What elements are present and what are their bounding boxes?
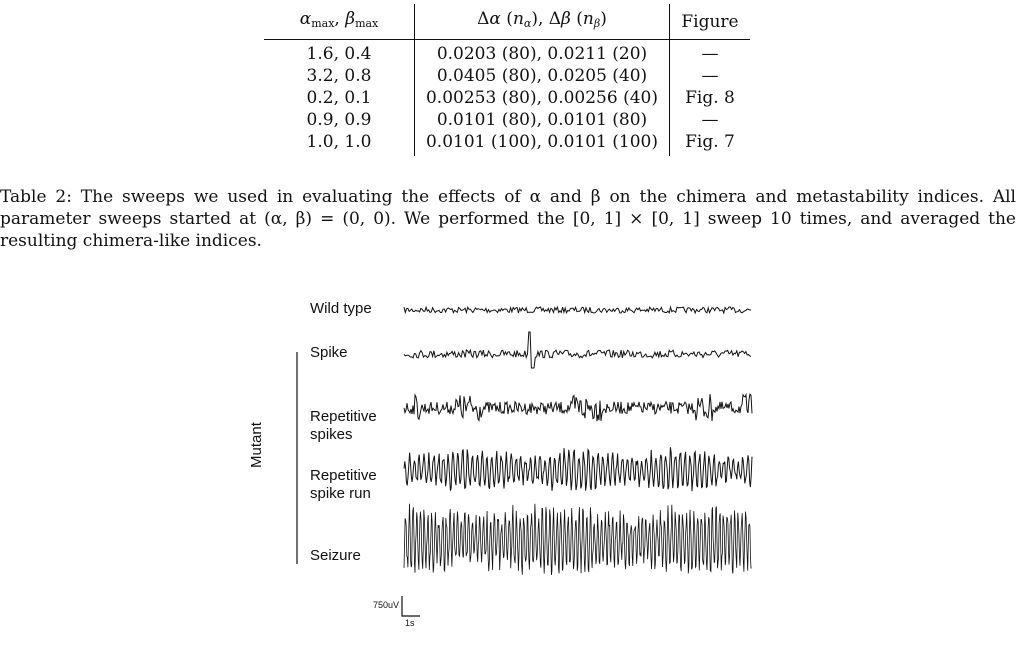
trace-label-line1: Wild type [310,300,372,317]
scale-voltage-label: 750uV [373,600,400,610]
scale-bar [402,596,420,616]
cell-delta: 0.0101 (80), 0.0101 (80) [415,109,670,131]
cell-figure: — [701,44,719,64]
table-caption: Table 2: The sweeps we used in evaluating the effects of α and β on the chimera and metastability indices. All parameter sweeps started at (α, β) = (0, 0). We performed the [0, 1] × [0, 1] sweep 10 times, and averaged the resulting chimera-like indices. [0,187,1016,251]
cell-alpha-beta: 0.2, 0.1 [306,88,372,108]
trace-label-line1: Seizure [310,547,361,564]
trace-label-line1: Repetitive [310,467,377,484]
eeg-figure [0,290,1020,670]
cell-alpha-beta: 3.2, 0.8 [306,66,372,86]
cell-alpha-beta: 1.6, 0.4 [306,44,372,64]
cell-delta: 0.00253 (80), 0.00256 (40) [415,87,670,109]
eeg-trace-0 [404,307,751,313]
table-row [264,131,750,156]
eeg-trace-4 [404,504,752,575]
trace-label [310,467,377,503]
eeg-traces-svg [0,290,1020,670]
cell-delta: 0.0203 (80), 0.0211 (20) [415,40,670,66]
header-delta: Δα $(n_\alpha)$, Δβ $(n_\beta)$ [415,4,670,40]
trace-label [310,300,372,318]
sweep-table [264,4,750,156]
cell-figure: — [701,66,719,86]
table-header-row [264,4,750,40]
cell-delta: 0.0101 (100), 0.0101 (100) [415,131,670,156]
cell-alpha-beta: 0.9, 0.9 [306,110,372,130]
table-row [264,40,750,66]
table-row [264,109,750,131]
eeg-trace-3 [404,447,752,491]
table-row [264,65,750,87]
scale-time-label: 1s [405,618,415,628]
table-body [264,40,750,157]
cell-delta: 0.0405 (80), 0.0205 (40) [415,65,670,87]
trace-label [310,408,377,444]
cell-figure: Fig. 8 [685,88,735,108]
trace-label [310,344,348,362]
eeg-trace-1 [404,332,751,368]
header-figure: Figure [670,4,751,40]
cell-alpha-beta: 1.0, 1.0 [306,132,372,152]
trace-label-line2: spikes [310,426,353,443]
cell-figure: Fig. 7 [685,132,735,152]
cell-figure: — [701,110,719,130]
trace-label [310,547,361,565]
trace-label-line2: spike run [310,485,371,502]
trace-label-line1: Repetitive [310,408,377,425]
trace-label-line1: Spike [310,344,348,361]
header-alpha-beta: $\alpha_{max}$, $\beta_{max}$ [264,4,415,40]
eeg-trace-2 [404,394,752,421]
mutant-group-label: Mutant [248,422,265,468]
table-row [264,87,750,109]
